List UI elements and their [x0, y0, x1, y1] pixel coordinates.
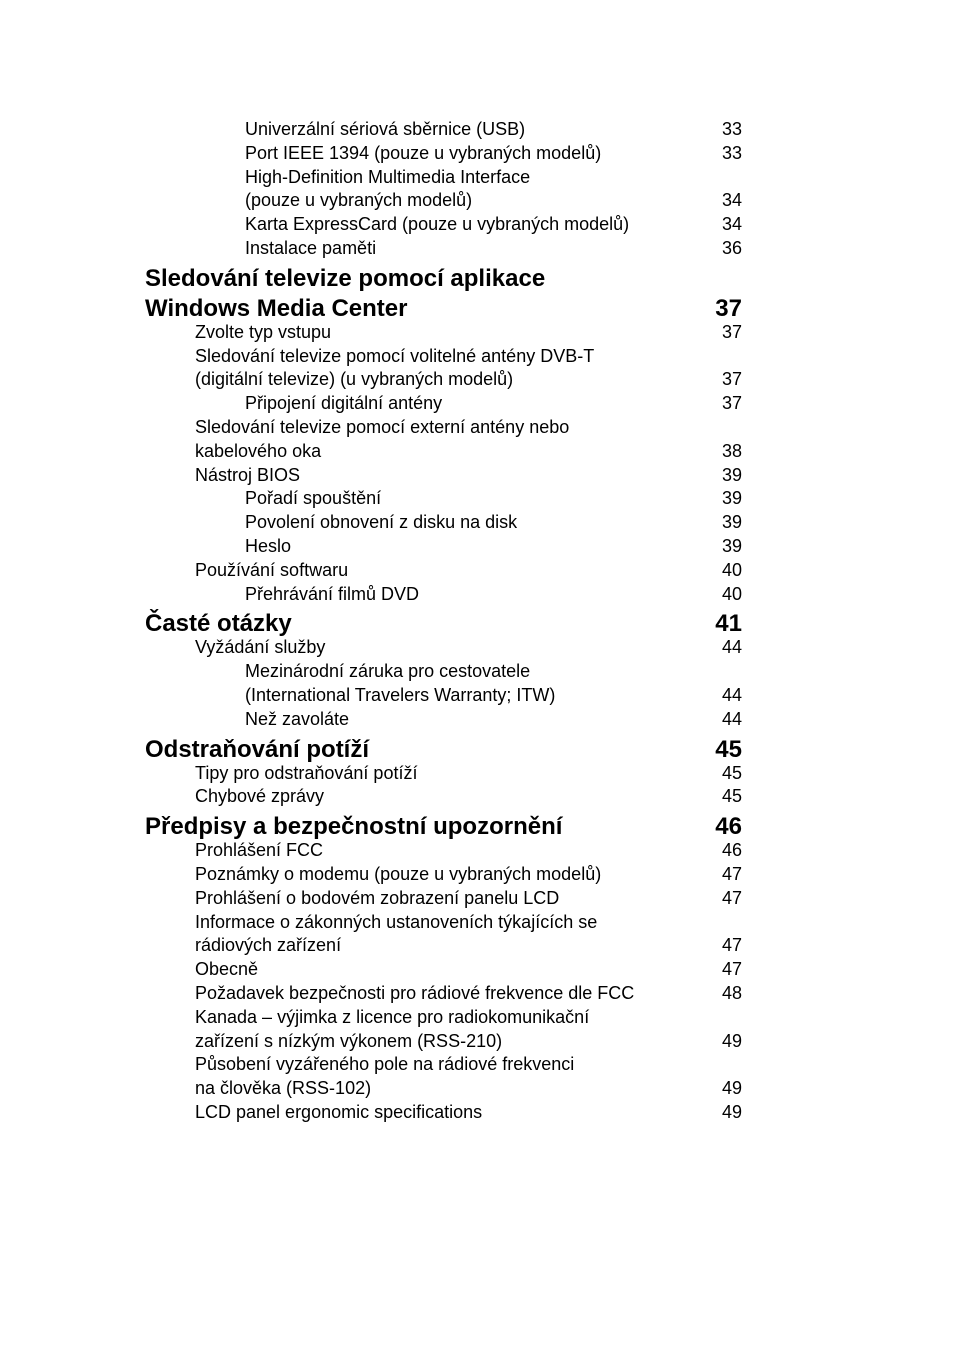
toc-entry[interactable] [0, 416, 954, 440]
toc-entry-title: Heslo [245, 536, 292, 556]
toc-entry-title: zařízení s nízkým výkonem (RSS-210) [195, 1030, 503, 1051]
toc-page-number: 33 [721, 119, 742, 139]
toc-entry-title: High-Definition Multimedia Interface [245, 166, 531, 187]
toc-entry-title: Vyžádání služby [195, 637, 326, 658]
toc-page-number: 46 [721, 840, 742, 861]
toc-entry-title: Obecně [195, 959, 259, 980]
toc-entry-title: na člověka (RSS-102) [195, 1078, 372, 1099]
toc-page-number: 47 [721, 864, 742, 884]
toc-heading[interactable] [0, 609, 954, 638]
toc-entry[interactable] [0, 237, 954, 261]
toc-entry-title: Mezinárodní záruka pro cestovatele [245, 661, 531, 682]
toc-entry-title: Odstraňování potíží [145, 735, 370, 763]
toc-entry[interactable] [0, 559, 954, 583]
toc-entry-title: Zvolte typ vstupu [195, 321, 332, 342]
toc-entry[interactable] [0, 368, 954, 392]
toc-entry-title: Přehrávání filmů DVD [245, 583, 420, 604]
toc-entry[interactable] [0, 684, 954, 708]
toc-entry[interactable] [0, 345, 954, 369]
toc-entry[interactable] [0, 583, 954, 607]
toc-page-number: 49 [721, 1030, 742, 1051]
toc-entry[interactable] [0, 934, 954, 958]
toc-entry[interactable] [0, 213, 954, 237]
toc-entry-title: Port IEEE 1394 (pouze u vybraných modelů) [245, 142, 602, 163]
toc-entry-title: Instalace paměti [245, 238, 377, 258]
toc-page-number: 44 [721, 637, 742, 658]
toc-entry-title: rádiových zařízení [195, 935, 342, 956]
toc-page-number: 46 [715, 813, 742, 841]
toc-page-number: 44 [721, 685, 742, 705]
toc-entry[interactable] [0, 487, 954, 511]
toc-page-number: 38 [721, 440, 742, 461]
toc-entry[interactable] [0, 142, 954, 166]
toc-entry-title: Požadavek bezpečnosti pro rádiové frekvence dle FCC [195, 983, 635, 1003]
toc-page-number: 47 [721, 887, 742, 908]
toc-heading[interactable] [0, 812, 954, 841]
toc-entry-title: Než zavoláte [245, 708, 350, 729]
toc-entry[interactable] [0, 911, 954, 935]
toc-page-number: 49 [721, 1102, 742, 1122]
toc-page-number: 47 [721, 959, 742, 980]
toc-entry[interactable] [0, 1077, 954, 1101]
toc-entry[interactable] [0, 166, 954, 190]
toc-page-number: 34 [721, 214, 742, 235]
toc-entry[interactable] [0, 839, 954, 863]
toc-entry[interactable] [0, 1006, 954, 1030]
toc-page-number: 41 [715, 610, 742, 638]
toc-entry[interactable] [0, 660, 954, 684]
toc-entry-title: Prohlášení o bodovém zobrazení panelu LCD [195, 887, 560, 908]
toc-entry-title: Předpisy a bezpečnostní upozornění [145, 813, 563, 841]
toc-entry-title: (International Travelers Warranty; ITW) [245, 685, 556, 705]
toc-page-number: 33 [721, 142, 742, 163]
toc-page-number: 37 [721, 321, 742, 342]
toc-entry[interactable] [0, 535, 954, 559]
toc-entry-title: Windows Media Center [145, 294, 408, 322]
toc-page-number: 39 [721, 464, 742, 485]
toc-page-number: 39 [721, 488, 742, 509]
toc-page-number: 40 [721, 559, 742, 580]
toc-entry-title: kabelového oka [195, 440, 322, 461]
toc-entry[interactable] [0, 464, 954, 488]
toc-entry-title: Povolení obnovení z disku na disk [245, 512, 518, 533]
toc-entry-title: Působení vyzářeného pole na rádiové frekvenci [195, 1054, 575, 1075]
toc-entry-title: Poznámky o modemu (pouze u vybraných modelů) [195, 864, 602, 884]
toc-page-number: 48 [721, 983, 742, 1003]
toc-entry-title: Sledování televize pomocí volitelné antény DVB-T [195, 345, 595, 366]
toc-entry-title: Tipy pro odstraňování potíží [195, 762, 418, 783]
toc-entry[interactable] [0, 958, 954, 982]
toc-page-number: 37 [721, 393, 742, 414]
toc-page-number: 49 [721, 1078, 742, 1099]
toc-entry[interactable] [0, 118, 954, 142]
toc-entry[interactable] [0, 189, 954, 213]
toc-entry[interactable] [0, 511, 954, 535]
toc-heading[interactable] [0, 264, 954, 292]
toc-entry[interactable] [0, 785, 954, 809]
toc-entry-title: (pouze u vybraných modelů) [245, 190, 473, 211]
toc-entry-title: Sledování televize pomocí externí antény nebo [195, 417, 570, 437]
toc-entry-title: Sledování televize pomocí aplikace [145, 264, 546, 292]
toc-entry[interactable] [0, 392, 954, 416]
toc-page-number: 44 [721, 708, 742, 729]
toc-entry-title: LCD panel ergonomic specifications [195, 1102, 483, 1122]
toc-page-number: 37 [715, 294, 742, 322]
toc-entry-title: Karta ExpressCard (pouze u vybraných modelů) [245, 214, 630, 235]
toc-entry-title: (digitální televize) (u vybraných modelů) [195, 369, 514, 390]
toc-page-number: 34 [721, 190, 742, 211]
toc-page-number: 45 [715, 735, 742, 763]
toc-page-number: 37 [721, 369, 742, 390]
toc-entry-title: Časté otázky [145, 610, 292, 638]
toc-entry[interactable] [0, 636, 954, 660]
toc-page-number: 36 [721, 238, 742, 258]
toc-entry[interactable] [0, 1030, 954, 1054]
toc-entry-title: Používání softwaru [195, 559, 349, 580]
toc-entry-title: Chybové zprávy [195, 786, 325, 807]
toc-entry-title: Informace o zákonných ustanoveních týkajících se [195, 911, 598, 932]
toc-entry[interactable] [0, 863, 954, 887]
toc-entry-title: Pořadí spouštění [245, 488, 382, 509]
toc-heading[interactable] [0, 294, 954, 322]
toc-entry[interactable] [0, 321, 954, 345]
toc-page-number: 39 [721, 512, 742, 533]
toc-entry-title: Nástroj BIOS [195, 464, 301, 485]
toc-entry[interactable] [0, 887, 954, 911]
toc-entry[interactable] [0, 982, 954, 1006]
toc-entry[interactable] [0, 440, 954, 464]
toc-entry[interactable] [0, 708, 954, 732]
toc-entry-title: Kanada – výjimka z licence pro radiokomunikační [195, 1006, 590, 1027]
toc-page-number: 39 [721, 536, 742, 556]
toc-page-number: 45 [721, 786, 742, 807]
toc-page-number: 47 [721, 935, 742, 956]
toc-entry-title: Univerzální sériová sběrnice (USB) [245, 119, 526, 139]
toc-entry-title: Připojení digitální antény [245, 393, 443, 414]
toc-heading[interactable] [0, 735, 954, 763]
toc-entry[interactable] [0, 1101, 954, 1125]
toc-entry-title: Prohlášení FCC [195, 840, 324, 861]
toc-entry[interactable] [0, 1053, 954, 1077]
toc-page-number: 40 [721, 583, 742, 604]
toc-entry[interactable] [0, 762, 954, 786]
toc-page-number: 45 [721, 762, 742, 783]
